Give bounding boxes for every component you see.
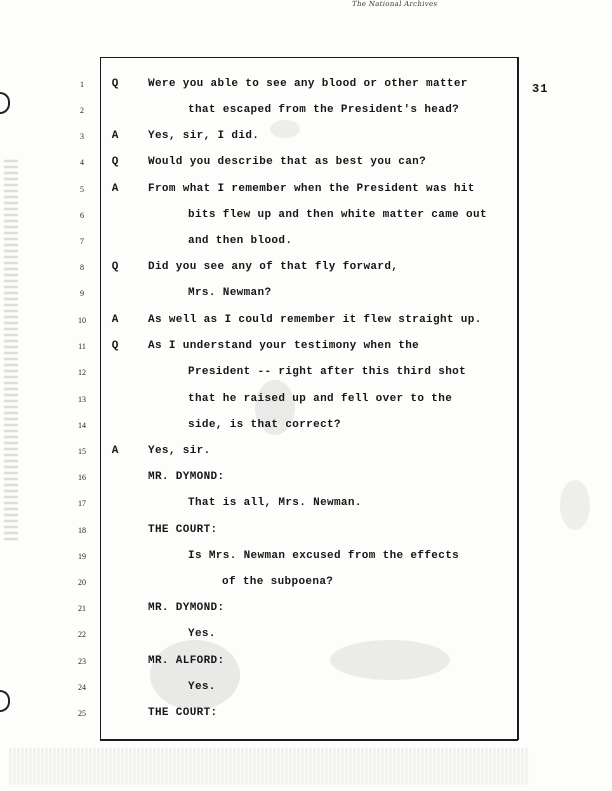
binder-hole-bottom	[0, 690, 10, 712]
transcript-line-text: That is all, Mrs. Newman.	[188, 497, 362, 509]
transcript-line-text: MR. DYMOND:	[148, 471, 225, 483]
transcript-line-text: Is Mrs. Newman excused from the effects	[188, 550, 460, 562]
transcript-line-text: MR. ALFORD:	[148, 655, 225, 667]
transcript-line-text: From what I remember when the President was hit	[148, 183, 475, 195]
line-number: 3	[80, 132, 84, 141]
transcript-line-text: Yes, sir.	[148, 445, 211, 457]
smudge	[270, 120, 300, 138]
line-number: 13	[78, 395, 86, 404]
transcript-line-text: and then blood.	[188, 235, 293, 247]
line-number: 9	[80, 289, 84, 298]
line-number: 23	[78, 657, 86, 666]
transcript-line-text: THE COURT:	[148, 524, 218, 536]
line-number: 8	[80, 263, 84, 272]
transcript-line-text: that escaped from the President's head?	[188, 104, 460, 116]
transcript-line-text: MR. DYMOND:	[148, 602, 225, 614]
line-number: 24	[78, 683, 86, 692]
transcript-line-text: Did you see any of that fly forward,	[148, 261, 399, 273]
line-number: 14	[78, 421, 86, 430]
speaker-marker: Q	[111, 340, 119, 352]
line-number: 4	[80, 158, 84, 167]
transcript-line-text: bits flew up and then white matter came out	[188, 209, 487, 221]
smudge	[330, 640, 450, 680]
smudge	[150, 640, 240, 710]
archive-stamp: The National Archives	[351, 0, 439, 8]
line-number: 20	[78, 578, 86, 587]
line-number: 5	[80, 185, 84, 194]
transcript-line-text: Were you able to see any blood or other matter	[148, 78, 468, 90]
transcript-line-text: President -- right after this third shot	[188, 366, 467, 378]
line-number: 15	[78, 447, 86, 456]
page-border-top	[100, 57, 518, 58]
line-number: 11	[78, 342, 86, 351]
page-border-left	[100, 57, 101, 740]
transcript-line-text: Yes.	[188, 681, 216, 693]
speaker-marker: Q	[111, 261, 119, 273]
speaker-marker: A	[111, 314, 119, 326]
line-number: 12	[78, 368, 86, 377]
line-number: 21	[78, 604, 86, 613]
page-number: 31	[532, 82, 549, 96]
transcript-line-text: As I understand your testimony when the	[148, 340, 420, 352]
line-number: 19	[78, 552, 86, 561]
transcript-line-text: that he raised up and fell over to the	[188, 393, 453, 405]
line-number: 1	[80, 80, 84, 89]
line-number: 16	[78, 473, 86, 482]
page-border-bottom	[100, 739, 518, 741]
line-number: 10	[78, 316, 86, 325]
transcript-line-text: side, is that correct?	[188, 419, 341, 431]
speaker-marker: A	[111, 130, 119, 142]
transcript-line-text: of the subpoena?	[222, 576, 334, 588]
line-number: 25	[78, 709, 86, 718]
transcript-line-text: THE COURT:	[148, 707, 218, 719]
speaker-marker: Q	[111, 156, 119, 168]
smudge	[560, 480, 590, 530]
speaker-marker: A	[111, 445, 119, 457]
transcript-line-text: Yes, sir, I did.	[148, 130, 260, 142]
line-number: 6	[80, 211, 84, 220]
page-border-right	[517, 57, 519, 740]
transcript-line-text: Yes.	[188, 628, 216, 640]
speaker-marker: Q	[111, 78, 119, 90]
line-number: 17	[78, 499, 86, 508]
speaker-marker: A	[111, 183, 119, 195]
line-number: 2	[80, 106, 84, 115]
scan-noise	[10, 748, 530, 784]
scan-streak	[4, 160, 18, 540]
binder-hole-top	[0, 92, 10, 114]
transcript-line-text: As well as I could remember it flew straight up.	[148, 314, 482, 326]
line-number: 22	[78, 630, 86, 639]
line-number: 18	[78, 526, 86, 535]
transcript-line-text: Mrs. Newman?	[188, 287, 272, 299]
transcript-line-text: Would you describe that as best you can?	[148, 156, 427, 168]
line-number: 7	[80, 237, 84, 246]
